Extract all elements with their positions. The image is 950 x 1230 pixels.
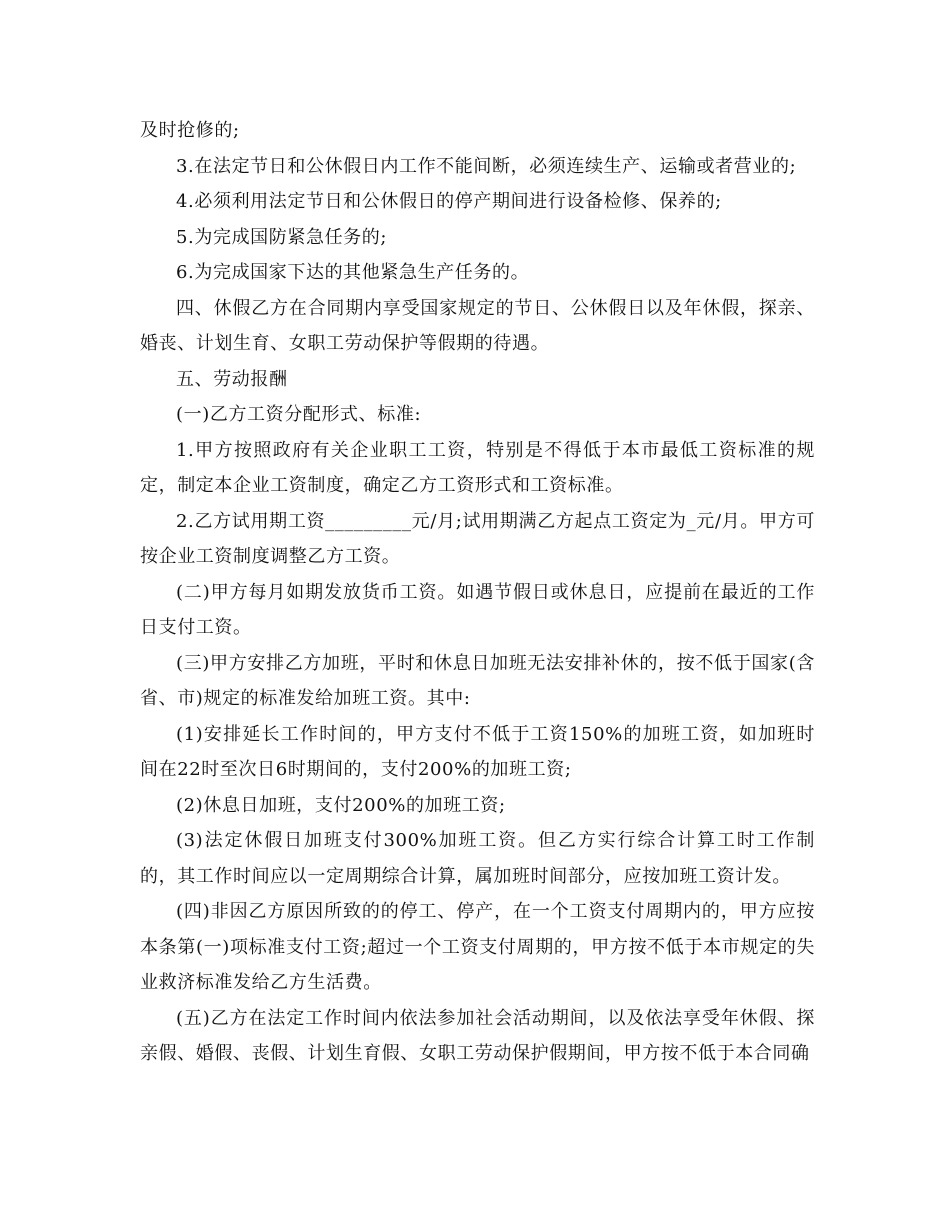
paragraph: 6.为完成国家下达的其他紧急生产任务的。 — [176, 262, 530, 283]
paragraph: 四、休假乙方在合同期内享受国家规定的节日、公休假日以及年休假，探亲、婚丧、计划生育、女职工劳动保护等假期的待遇。 — [140, 297, 815, 354]
document-body — [140, 113, 815, 1072]
paragraph: 及时抢修的; — [140, 120, 240, 141]
section-heading: 五、劳动报酬 — [176, 368, 288, 390]
paragraph: 5.为完成国防紧急任务的; — [176, 226, 388, 248]
paragraph: (一)乙方工资分配形式、标准: — [176, 404, 422, 425]
paragraph: 4.必须利用法定节日和公休假日的停产期间进行设备检修、保养的; — [176, 191, 722, 212]
paragraph: 2.乙方试用期工资_________元/月;试用期满乙方起点工资定为_元/月。甲方可按企业工资制度调整乙方工资。 — [140, 510, 815, 567]
paragraph: (三)甲方安排乙方加班，平时和休息日加班无法安排补休的，按不低于国家(含省、市)规定的标准发给加班工资。其中: — [140, 652, 815, 709]
paragraph: (1)安排延长工作时间的，甲方支付不低于工资150%的加班工资，如加班时间在22时至次日6时期间的，支付200%的加班工资; — [140, 723, 815, 780]
paragraph: (2)休息日加班，支付200%的加班工资; — [176, 794, 506, 816]
paragraph: (五)乙方在法定工作时间内依法参加社会活动期间，以及依法享受年休假、探亲假、婚假、丧假、计划生育假、女职工劳动保护假期间，甲方按不低于本合同确 — [140, 1007, 815, 1064]
paragraph: (二)甲方每月如期发放货币工资。如遇节假日或休息日，应提前在最近的工作日支付工资。 — [140, 581, 815, 638]
paragraph: 3.在法定节日和公休假日内工作不能间断，必须连续生产、运输或者营业的; — [176, 155, 797, 177]
paragraph: (四)非因乙方原因所致的的停工、停产，在一个工资支付周期内的，甲方应按本条第(一)项标准支付工资;超过一个工资支付周期的，甲方按不低于本市规定的失业救济标准发给乙方生活费。 — [140, 901, 815, 993]
paragraph: 1.甲方按照政府有关企业职工工资，特别是不得低于本市最低工资标准的规定，制定本企业工资制度，确定乙方工资形式和工资标准。 — [140, 439, 815, 496]
paragraph: (3)法定休假日加班支付300%加班工资。但乙方实行综合计算工时工作制的，其工作时间应以一定周期综合计算，属加班时间部分，应按加班工资计发。 — [140, 830, 815, 887]
